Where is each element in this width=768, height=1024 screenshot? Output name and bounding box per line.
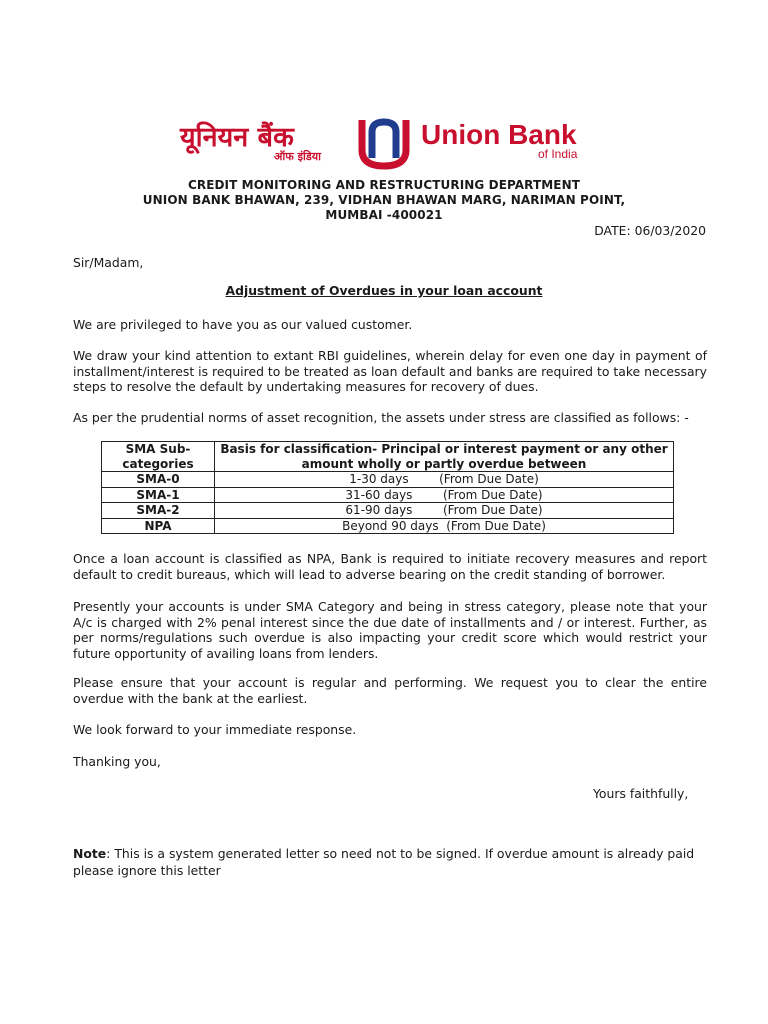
table-cell-category: SMA-2	[102, 503, 215, 519]
table-cell-basis: 31-60 days (From Due Date)	[215, 487, 674, 503]
table-cell-category: NPA	[102, 518, 215, 534]
paragraph-classification-intro: As per the prudential norms of asset recognition, the assets under stress are classified as follows: -	[73, 410, 689, 425]
paragraph-request: Please ensure that your account is regular and performing. We request you to clear the entire overdue with the bank at the earliest.	[73, 675, 707, 706]
table-row	[102, 487, 674, 503]
logo-hindi-name: यूनियन बैंक	[180, 122, 294, 153]
closing-line: Yours faithfully,	[593, 786, 689, 801]
union-bank-logo	[176, 112, 606, 174]
table-cell-basis: 1-30 days (From Due Date)	[215, 472, 674, 488]
paragraph-response: We look forward to your immediate response.	[73, 722, 357, 737]
paragraph-npa: Once a loan account is classified as NPA, Bank is required to initiate recovery measures and report default to credit bureaus, which will lead to adverse bearing on the credit standing of borrower.	[73, 551, 707, 582]
paragraph-sma-status: Presently your accounts is under SMA Category and being in stress category, please note that your A/c is charged with 2% penal interest since the due date of installments and / or interest. Further, as per norms/regulations such overdue is also impacting your credit score which would restrict your future opportunity of availing loans from lenders.	[73, 599, 707, 661]
table-header-category: SMA Sub-categories	[102, 442, 215, 472]
address-line-2: MUMBAI -400021	[325, 208, 443, 222]
paragraph-intro: We are privileged to have you as our valued customer.	[73, 317, 413, 332]
letter-date: DATE: 06/03/2020	[594, 223, 706, 238]
sma-classification-table	[101, 441, 674, 534]
note-paragraph	[73, 845, 707, 879]
note-text: : This is a system generated letter so need not to be signed. If overdue amount is already paid please ignore this letter	[73, 846, 695, 878]
subject-text: Adjustment of Overdues in your loan account	[225, 283, 543, 298]
table-row	[102, 503, 674, 519]
department-name: CREDIT MONITORING AND RESTRUCTURING DEPARTMENT	[187, 178, 581, 192]
salutation: Sir/Madam,	[73, 255, 144, 270]
address-line-1: UNION BANK BHAWAN, 239, VIDHAN BHAWAN MARG, NARIMAN POINT,	[142, 193, 626, 207]
note-label: Note	[73, 846, 107, 861]
thanking-line: Thanking you,	[73, 754, 161, 769]
subject-line	[0, 283, 768, 298]
table-cell-basis: Beyond 90 days (From Due Date)	[215, 518, 674, 534]
logo-english-name: Union Bank	[421, 119, 577, 150]
paragraph-rbi-guidelines: We draw your kind attention to extant RBI guidelines, wherein delay for even one day in payment of installment/interest is required to be treated as loan default and banks are required to take necessary steps to resolve the default by undertaking measures for recovery of dues.	[73, 348, 707, 394]
logo-hindi-sub: ऑफ इंडिया	[274, 150, 321, 163]
table-row	[102, 518, 674, 534]
table-cell-basis: 61-90 days (From Due Date)	[215, 503, 674, 519]
table-header-basis: Basis for classification- Principal or interest payment or any other amount wholly or partly overdue between	[215, 442, 674, 472]
logo-english-sub: of India	[538, 147, 578, 161]
table-cell-category: SMA-1	[102, 487, 215, 503]
table-cell-category: SMA-0	[102, 472, 215, 488]
table-row	[102, 472, 674, 488]
table-header-row	[102, 442, 674, 472]
union-bank-emblem-icon	[362, 120, 406, 166]
